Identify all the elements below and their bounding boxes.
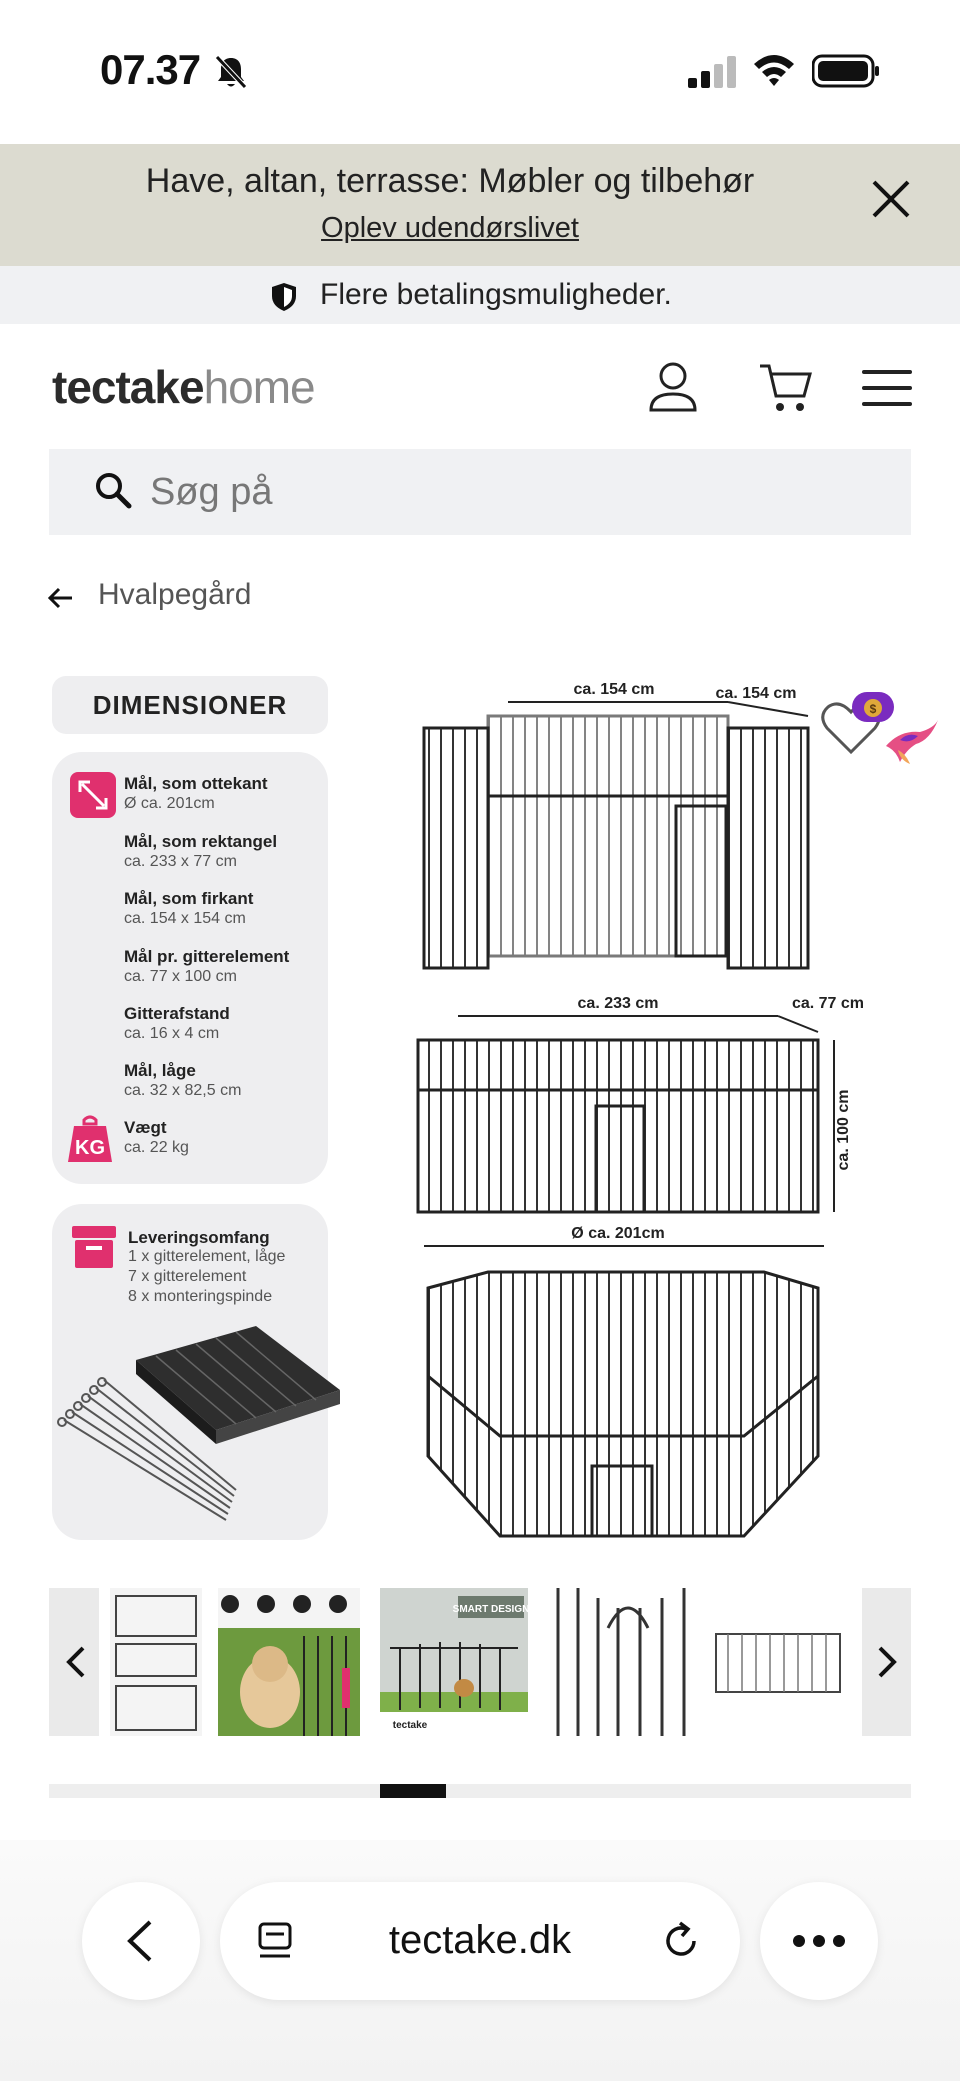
wifi-icon <box>752 52 796 88</box>
playpen-dimension-drawings <box>404 676 884 1546</box>
carousel-scroll-thumb[interactable] <box>380 1784 446 1798</box>
close-icon[interactable] <box>866 174 916 224</box>
browser-back-button[interactable] <box>82 1882 200 2000</box>
thumbnail-next-button[interactable] <box>862 1588 911 1736</box>
promo-link[interactable]: Oplev udendørslivet <box>321 212 579 244</box>
reload-icon[interactable] <box>660 1920 702 1962</box>
account-icon[interactable] <box>646 360 700 414</box>
hummingbird-logo-icon <box>880 710 940 766</box>
payment-text: Flere betalingsmuligheder. <box>320 278 672 311</box>
menu-icon[interactable] <box>862 368 912 408</box>
shield-icon <box>270 282 298 312</box>
kg-label: KG <box>75 1137 105 1159</box>
delivery-line: 1 x gitterelement, låge <box>128 1248 286 1265</box>
weight-icon <box>66 1114 114 1164</box>
signal-icon <box>688 56 738 88</box>
more-dots-icon <box>792 1934 846 1948</box>
carousel-scrollbar[interactable] <box>49 1784 911 1798</box>
spec-value: ca. 32 x 82,5 cm <box>124 1082 242 1099</box>
payment-strip <box>0 266 960 324</box>
logo-suffix: home <box>203 361 315 413</box>
delivery-line: 7 x gitterelement <box>128 1268 247 1285</box>
dimensions-title: DIMENSIONER <box>92 690 288 720</box>
spec-value: Ø ca. 201cm <box>124 795 215 812</box>
thumbnail[interactable] <box>380 1588 528 1736</box>
spec-value: ca. 154 x 154 cm <box>124 910 246 927</box>
back-arrow-icon[interactable] <box>46 584 74 612</box>
smart-design-label: SMART DESIGN <box>452 1604 528 1615</box>
rect-width-label: ca. 233 cm <box>577 995 659 1012</box>
bell-muted-icon <box>214 54 248 90</box>
spec-value: ca. 16 x 4 cm <box>124 1025 220 1042</box>
logo-brand: tectake <box>52 361 204 413</box>
spec-label: Vægt <box>124 1118 167 1137</box>
spec-label: Gitterafstand <box>124 1004 230 1023</box>
octagon-label: Ø ca. 201cm <box>571 1225 665 1242</box>
thumbnail-prev-button[interactable] <box>49 1588 99 1736</box>
thumbnail[interactable] <box>712 1588 844 1736</box>
spec-value: ca. 22 kg <box>124 1139 189 1156</box>
rect-depth-label: ca. 77 cm <box>791 995 865 1012</box>
status-bar <box>0 0 960 144</box>
height-label: ca. 100 cm <box>835 1089 852 1171</box>
cart-icon[interactable] <box>758 362 814 414</box>
thumbnail[interactable] <box>548 1588 692 1736</box>
reader-tabs-icon[interactable] <box>256 1920 296 1962</box>
browser-more-button[interactable] <box>760 1882 878 2000</box>
spec-value: ca. 77 x 100 cm <box>124 968 237 985</box>
promo-banner <box>0 144 960 266</box>
spec-label: Mål, som rektangel <box>124 832 278 851</box>
chevron-left-icon <box>63 1644 89 1680</box>
url-text[interactable]: tectake.dk <box>388 1918 572 1962</box>
spec-label: Mål, som firkant <box>124 889 254 908</box>
search-input[interactable] <box>150 462 850 522</box>
parts-illustration <box>56 1320 346 1540</box>
spec-label: Mål pr. gitterelement <box>124 947 290 966</box>
resize-icon <box>70 772 116 818</box>
svg-text:$: $ <box>869 702 877 716</box>
search-icon[interactable] <box>93 470 133 510</box>
box-icon <box>72 1226 116 1268</box>
delivery-title: Leveringsomfang <box>128 1228 270 1247</box>
square-depth-label: ca. 154 cm <box>715 685 797 702</box>
square-width-label: ca. 154 cm <box>573 681 655 698</box>
promo-title: Have, altan, terrasse: Møbler og tilbehør <box>145 162 755 200</box>
site-logo[interactable] <box>52 360 315 414</box>
spec-value: ca. 233 x 77 cm <box>124 853 237 870</box>
thumbnail[interactable] <box>110 1588 202 1736</box>
status-time: 07.37 <box>100 46 201 93</box>
thumb-brand-label: tectake <box>392 1720 428 1731</box>
breadcrumb[interactable]: Hvalpegård <box>98 578 252 611</box>
spec-label: Mål, som ottekant <box>124 774 268 793</box>
battery-icon <box>812 54 880 88</box>
chevron-left-icon <box>124 1918 156 1964</box>
chevron-right-icon <box>874 1644 900 1680</box>
spec-label: Mål, låge <box>124 1061 196 1080</box>
delivery-line: 8 x monteringspinde <box>128 1288 273 1305</box>
thumbnail[interactable] <box>218 1588 360 1736</box>
